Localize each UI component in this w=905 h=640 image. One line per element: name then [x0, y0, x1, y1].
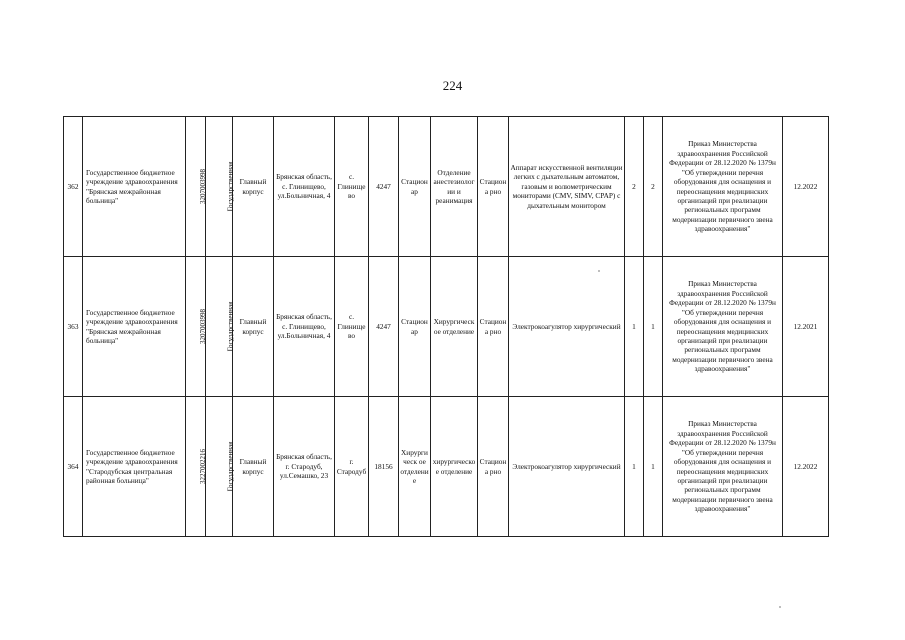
locality: г. Стародуб	[335, 397, 369, 537]
department: Хирургическ ое отделение	[431, 257, 478, 397]
ownership: Государственная	[226, 302, 235, 352]
department: Отделение анестезиолог ии и реанимация	[431, 117, 478, 257]
organization-name: Государственное бюджетное учреждение здравоохранения "Стародубская центральная районная больница"	[83, 397, 186, 537]
care-condition: Стациона рно	[478, 397, 509, 537]
ownership: Государственная	[226, 162, 235, 212]
care-type: Стационар	[399, 257, 431, 397]
organization-name: Государственное бюджетное учреждение здравоохранения "Брянская межрайонная больница"	[83, 117, 186, 257]
legal-basis: Приказ Министерства здравоохранения Российской Федерации от 28.12.2020 № 1379н "Об утверждении перечня оборудования для оснащения и переоснащения медицинских организаций при реализации региональных программ модернизации первичного звена здравоохранения"	[663, 397, 783, 537]
building: Главный корпус	[233, 117, 274, 257]
inn: 3227002216	[198, 449, 207, 485]
deadline-date: 12.2021	[783, 257, 829, 397]
ownership-cell	[206, 117, 233, 257]
ownership-cell	[206, 257, 233, 397]
locality-code: 4247	[369, 117, 399, 257]
organization-name: Государственное бюджетное учреждение здравоохранения "Брянская межрайонная больница"	[83, 257, 186, 397]
department: хирургическо е отделение	[431, 397, 478, 537]
deadline-date: 12.2022	[783, 397, 829, 537]
scan-speck	[779, 606, 781, 608]
legal-basis: Приказ Министерства здравоохранения Российской Федерации от 28.12.2020 № 1379н "Об утверждении перечня оборудования для оснащения и переоснащения медицинских организаций при реализации региональных программ модернизации первичного звена здравоохранения"	[663, 117, 783, 257]
equipment-name: Аппарат искусственной вентиляции легких с дыхательным автоматом, газовым и волюметрическим мониторами (CMV, SIMV, CPAP) с дыхательным монитором	[509, 117, 625, 257]
care-condition: Стациона рно	[478, 117, 509, 257]
quantity-1: 1	[625, 397, 644, 537]
locality: с. Глинище во	[335, 117, 369, 257]
inn: 3207003998	[198, 309, 207, 345]
inn-cell	[186, 397, 206, 537]
quantity-2: 1	[644, 397, 663, 537]
scan-speck	[598, 270, 600, 272]
row-number: 364	[64, 397, 83, 537]
ownership-cell	[206, 397, 233, 537]
building: Главный корпус	[233, 397, 274, 537]
locality-code: 18156	[369, 397, 399, 537]
quantity-2: 2	[644, 117, 663, 257]
ownership: Государственная	[226, 442, 235, 492]
address: Брянская область, с. Глинищево, ул.Больничная, 4	[274, 257, 335, 397]
deadline-date: 12.2022	[783, 117, 829, 257]
page-number: 224	[442, 78, 463, 93]
row-number: 363	[64, 257, 83, 397]
row-number: 362	[64, 117, 83, 257]
legal-basis: Приказ Министерства здравоохранения Российской Федерации от 28.12.2020 № 1379н "Об утверждении перечня оборудования для оснащения и переоснащения медицинских организаций при реализации региональных программ модернизации первичного звена здравоохранения"	[663, 257, 783, 397]
equipment-name: Электрокоагулятор хирургический	[509, 397, 625, 537]
address: Брянская область, г. Стародуб, ул.Семашко, 23	[274, 397, 335, 537]
care-condition: Стациона рно	[478, 257, 509, 397]
table-row	[64, 397, 829, 537]
building: Главный корпус	[233, 257, 274, 397]
equipment-name: Электрокоагулятор хирургический	[509, 257, 625, 397]
quantity-1: 2	[625, 117, 644, 257]
quantity-2: 1	[644, 257, 663, 397]
table-row	[64, 257, 829, 397]
equipment-table	[63, 116, 829, 537]
table-row	[64, 117, 829, 257]
locality: с. Глинище во	[335, 257, 369, 397]
care-type: Стационар	[399, 117, 431, 257]
locality-code: 4247	[369, 257, 399, 397]
quantity-1: 1	[625, 257, 644, 397]
care-type: Хирургическ ое отделение	[399, 397, 431, 537]
address: Брянская область, с. Глинищево, ул.Больничная, 4	[274, 117, 335, 257]
inn-cell	[186, 117, 206, 257]
inn-cell	[186, 257, 206, 397]
inn: 3207003998	[198, 169, 207, 205]
